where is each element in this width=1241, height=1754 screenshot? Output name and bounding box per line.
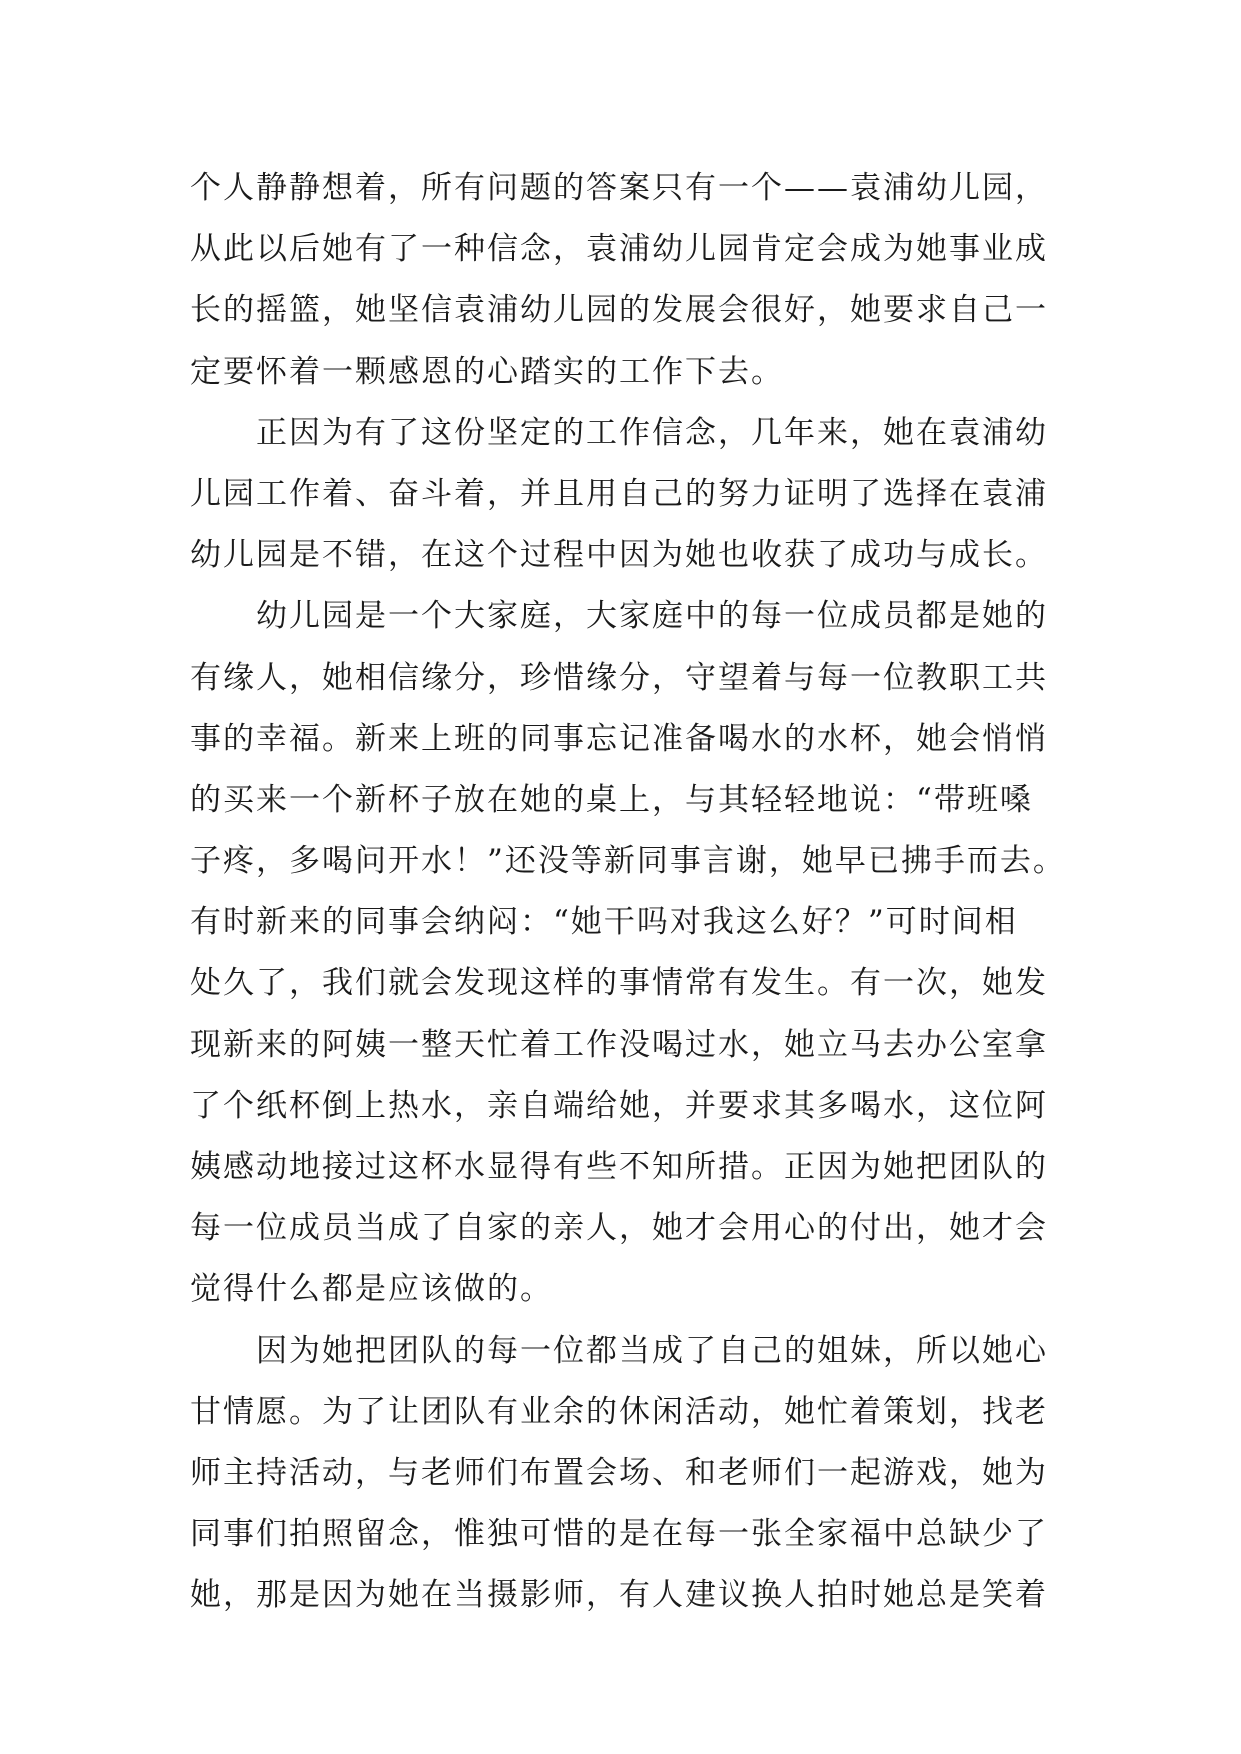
text-line: 子疼，多喝问开水！”还没等新同事言谢，她早已拂手而去。 [190,843,1066,880]
text-line: 从此以后她有了一种信念，袁浦幼儿园肯定会成为她事业成 [190,231,1048,268]
text-line: 甘情愿。为了让团队有业余的休闲活动，她忙着策划，找老 [190,1393,1048,1430]
text-line: 了个纸杯倒上热水，亲自端给她，并要求其多喝水，这位阿 [190,1087,1048,1124]
text-line: 她，那是因为她在当摄影师，有人建议换人拍时她总是笑着 [190,1577,1048,1614]
text-line: 同事们拍照留念，惟独可惜的是在每一张全家福中总缺少了 [190,1516,1048,1553]
paragraph-first-line: 幼儿园是一个大家庭，大家庭中的每一位成员都是她的 [256,598,1048,635]
text-line: 长的摇篮，她坚信袁浦幼儿园的发展会很好，她要求自己一 [190,292,1048,329]
text-line: 儿园工作着、奋斗着，并且用自己的努力证明了选择在袁浦 [190,475,1048,512]
text-line: 每一位成员当成了自家的亲人，她才会用心的付出，她才会 [190,1210,1048,1247]
text-line: 有缘人，她相信缘分，珍惜缘分，守望着与每一位教职工共 [190,659,1048,696]
text-line: 有时新来的同事会纳闷：“她干吗对我这么好？”可时间相 [190,904,1018,941]
text-line: 处久了，我们就会发现这样的事情常有发生。有一次，她发 [190,965,1048,1002]
text-line: 师主持活动，与老师们布置会场、和老师们一起游戏，她为 [190,1454,1048,1491]
text-line: 事的幸福。新来上班的同事忘记准备喝水的水杯，她会悄悄 [190,720,1048,757]
text-line: 的买来一个新杯子放在她的桌上，与其轻轻地说：“带班嗓 [190,781,1033,818]
text-line: 幼儿园是不错，在这个过程中因为她也收获了成功与成长。 [190,537,1048,574]
paragraph-first-line: 因为她把团队的每一位都当成了自己的姐妹，所以她心 [256,1332,1048,1369]
text-line: 觉得什么都是应该做的。 [190,1271,553,1308]
text-line: 定要怀着一颗感恩的心踏实的工作下去。 [190,353,784,390]
body-text [190,158,1066,1627]
paragraph-first-line: 正因为有了这份坚定的工作信念，几年来，她在袁浦幼 [256,414,1048,451]
text-line: 个人静静想着，所有问题的答案只有一个——袁浦幼儿园， [190,170,1048,206]
text-line: 现新来的阿姨一整天忙着工作没喝过水，她立马去办公室拿 [190,1026,1048,1063]
text-line: 姨感动地接过这杯水显得有些不知所措。正因为她把团队的 [190,1149,1048,1185]
